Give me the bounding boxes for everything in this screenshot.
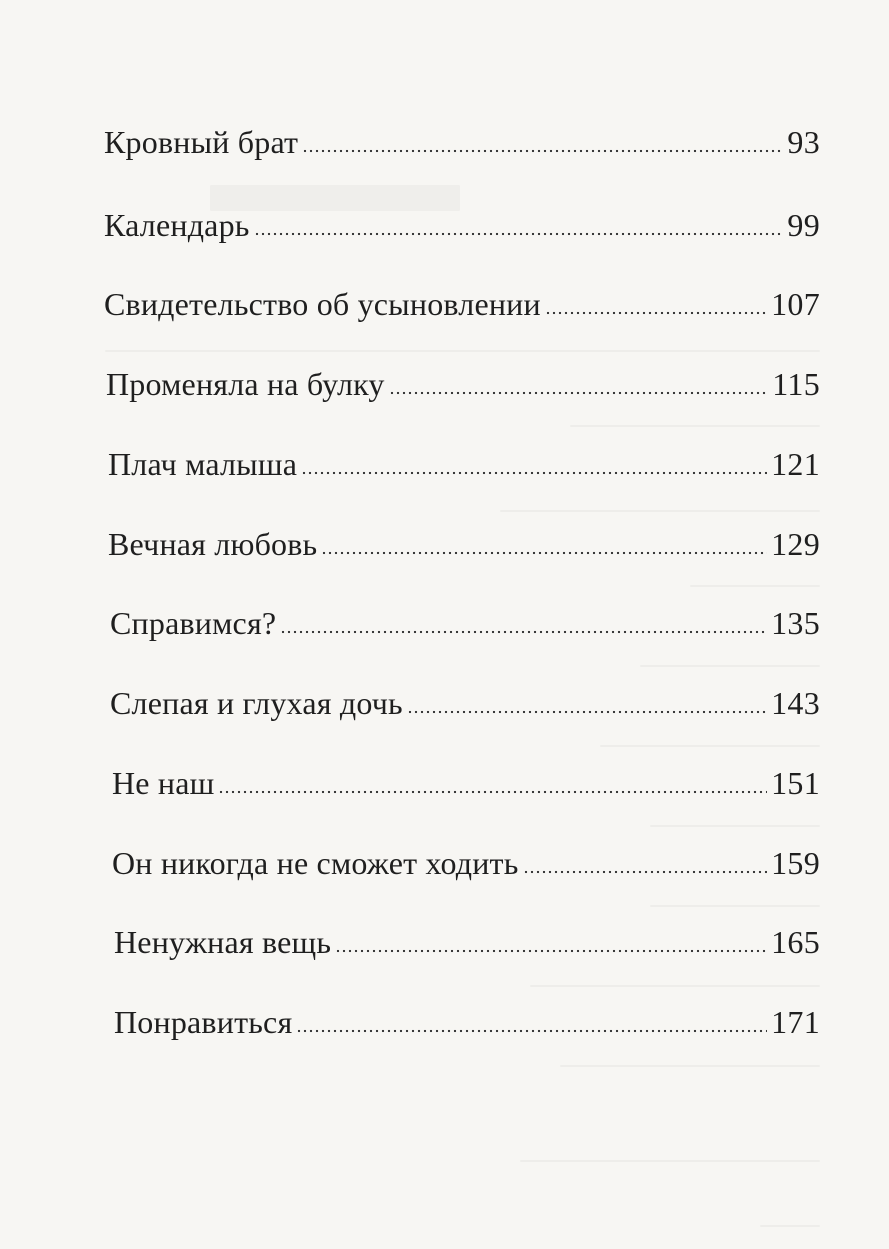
toc-entry bbox=[110, 683, 820, 723]
dot-leader bbox=[301, 471, 767, 475]
dot-leader bbox=[545, 311, 767, 315]
toc-entry-title: Понравиться bbox=[114, 1004, 293, 1040]
dot-leader bbox=[218, 790, 767, 794]
toc-entry-page: 151 bbox=[771, 765, 820, 801]
toc-entry-page: 107 bbox=[771, 286, 820, 322]
toc-entry bbox=[108, 444, 820, 484]
toc-entry-page: 135 bbox=[771, 605, 820, 641]
toc-entry-page: 165 bbox=[771, 924, 820, 960]
toc-entry-page: 143 bbox=[771, 685, 820, 721]
toc-entry-title: Не наш bbox=[112, 765, 215, 801]
dot-leader bbox=[321, 551, 767, 555]
toc-entry bbox=[112, 843, 820, 883]
toc-entry-title: Променяла на булку bbox=[106, 366, 385, 402]
toc-entry-title: Кровный брат bbox=[104, 124, 299, 160]
toc-entry-page: 171 bbox=[771, 1004, 820, 1040]
toc-entry-title: Он никогда не сможет ходить bbox=[112, 845, 519, 881]
dot-leader bbox=[302, 149, 783, 153]
dot-leader bbox=[254, 232, 784, 236]
toc-entry bbox=[104, 205, 820, 245]
toc-entry-title: Свидетельство об усыновлении bbox=[104, 286, 541, 322]
dot-leader bbox=[407, 710, 767, 714]
dot-leader bbox=[335, 949, 767, 953]
toc-entry-title: Ненужная вещь bbox=[114, 924, 332, 960]
toc-entry bbox=[104, 122, 820, 162]
dot-leader bbox=[523, 870, 768, 874]
dot-leader bbox=[389, 391, 769, 395]
toc-entry bbox=[106, 364, 820, 404]
dot-leader bbox=[296, 1029, 767, 1033]
toc-entry bbox=[114, 1002, 820, 1042]
toc-entry-page: 115 bbox=[772, 366, 820, 402]
dot-leader bbox=[280, 630, 767, 634]
toc-entry bbox=[110, 603, 820, 643]
toc-entry bbox=[104, 284, 820, 324]
toc-entry-page: 93 bbox=[787, 124, 820, 160]
toc-entry-title: Вечная любовь bbox=[108, 526, 318, 562]
toc-entry-page: 121 bbox=[771, 446, 820, 482]
toc-entry-page: 99 bbox=[787, 207, 820, 243]
toc-entry-title: Плач малыша bbox=[108, 446, 298, 482]
toc-entry bbox=[112, 763, 820, 803]
toc-entry-title: Календарь bbox=[104, 207, 250, 243]
toc-entry-page: 159 bbox=[771, 845, 820, 881]
toc-entry-title: Слепая и глухая дочь bbox=[110, 685, 403, 721]
toc-entry bbox=[108, 524, 820, 564]
toc-entry-title: Справимся? bbox=[110, 605, 277, 641]
toc-entry-page: 129 bbox=[771, 526, 820, 562]
toc-entry bbox=[114, 922, 820, 962]
